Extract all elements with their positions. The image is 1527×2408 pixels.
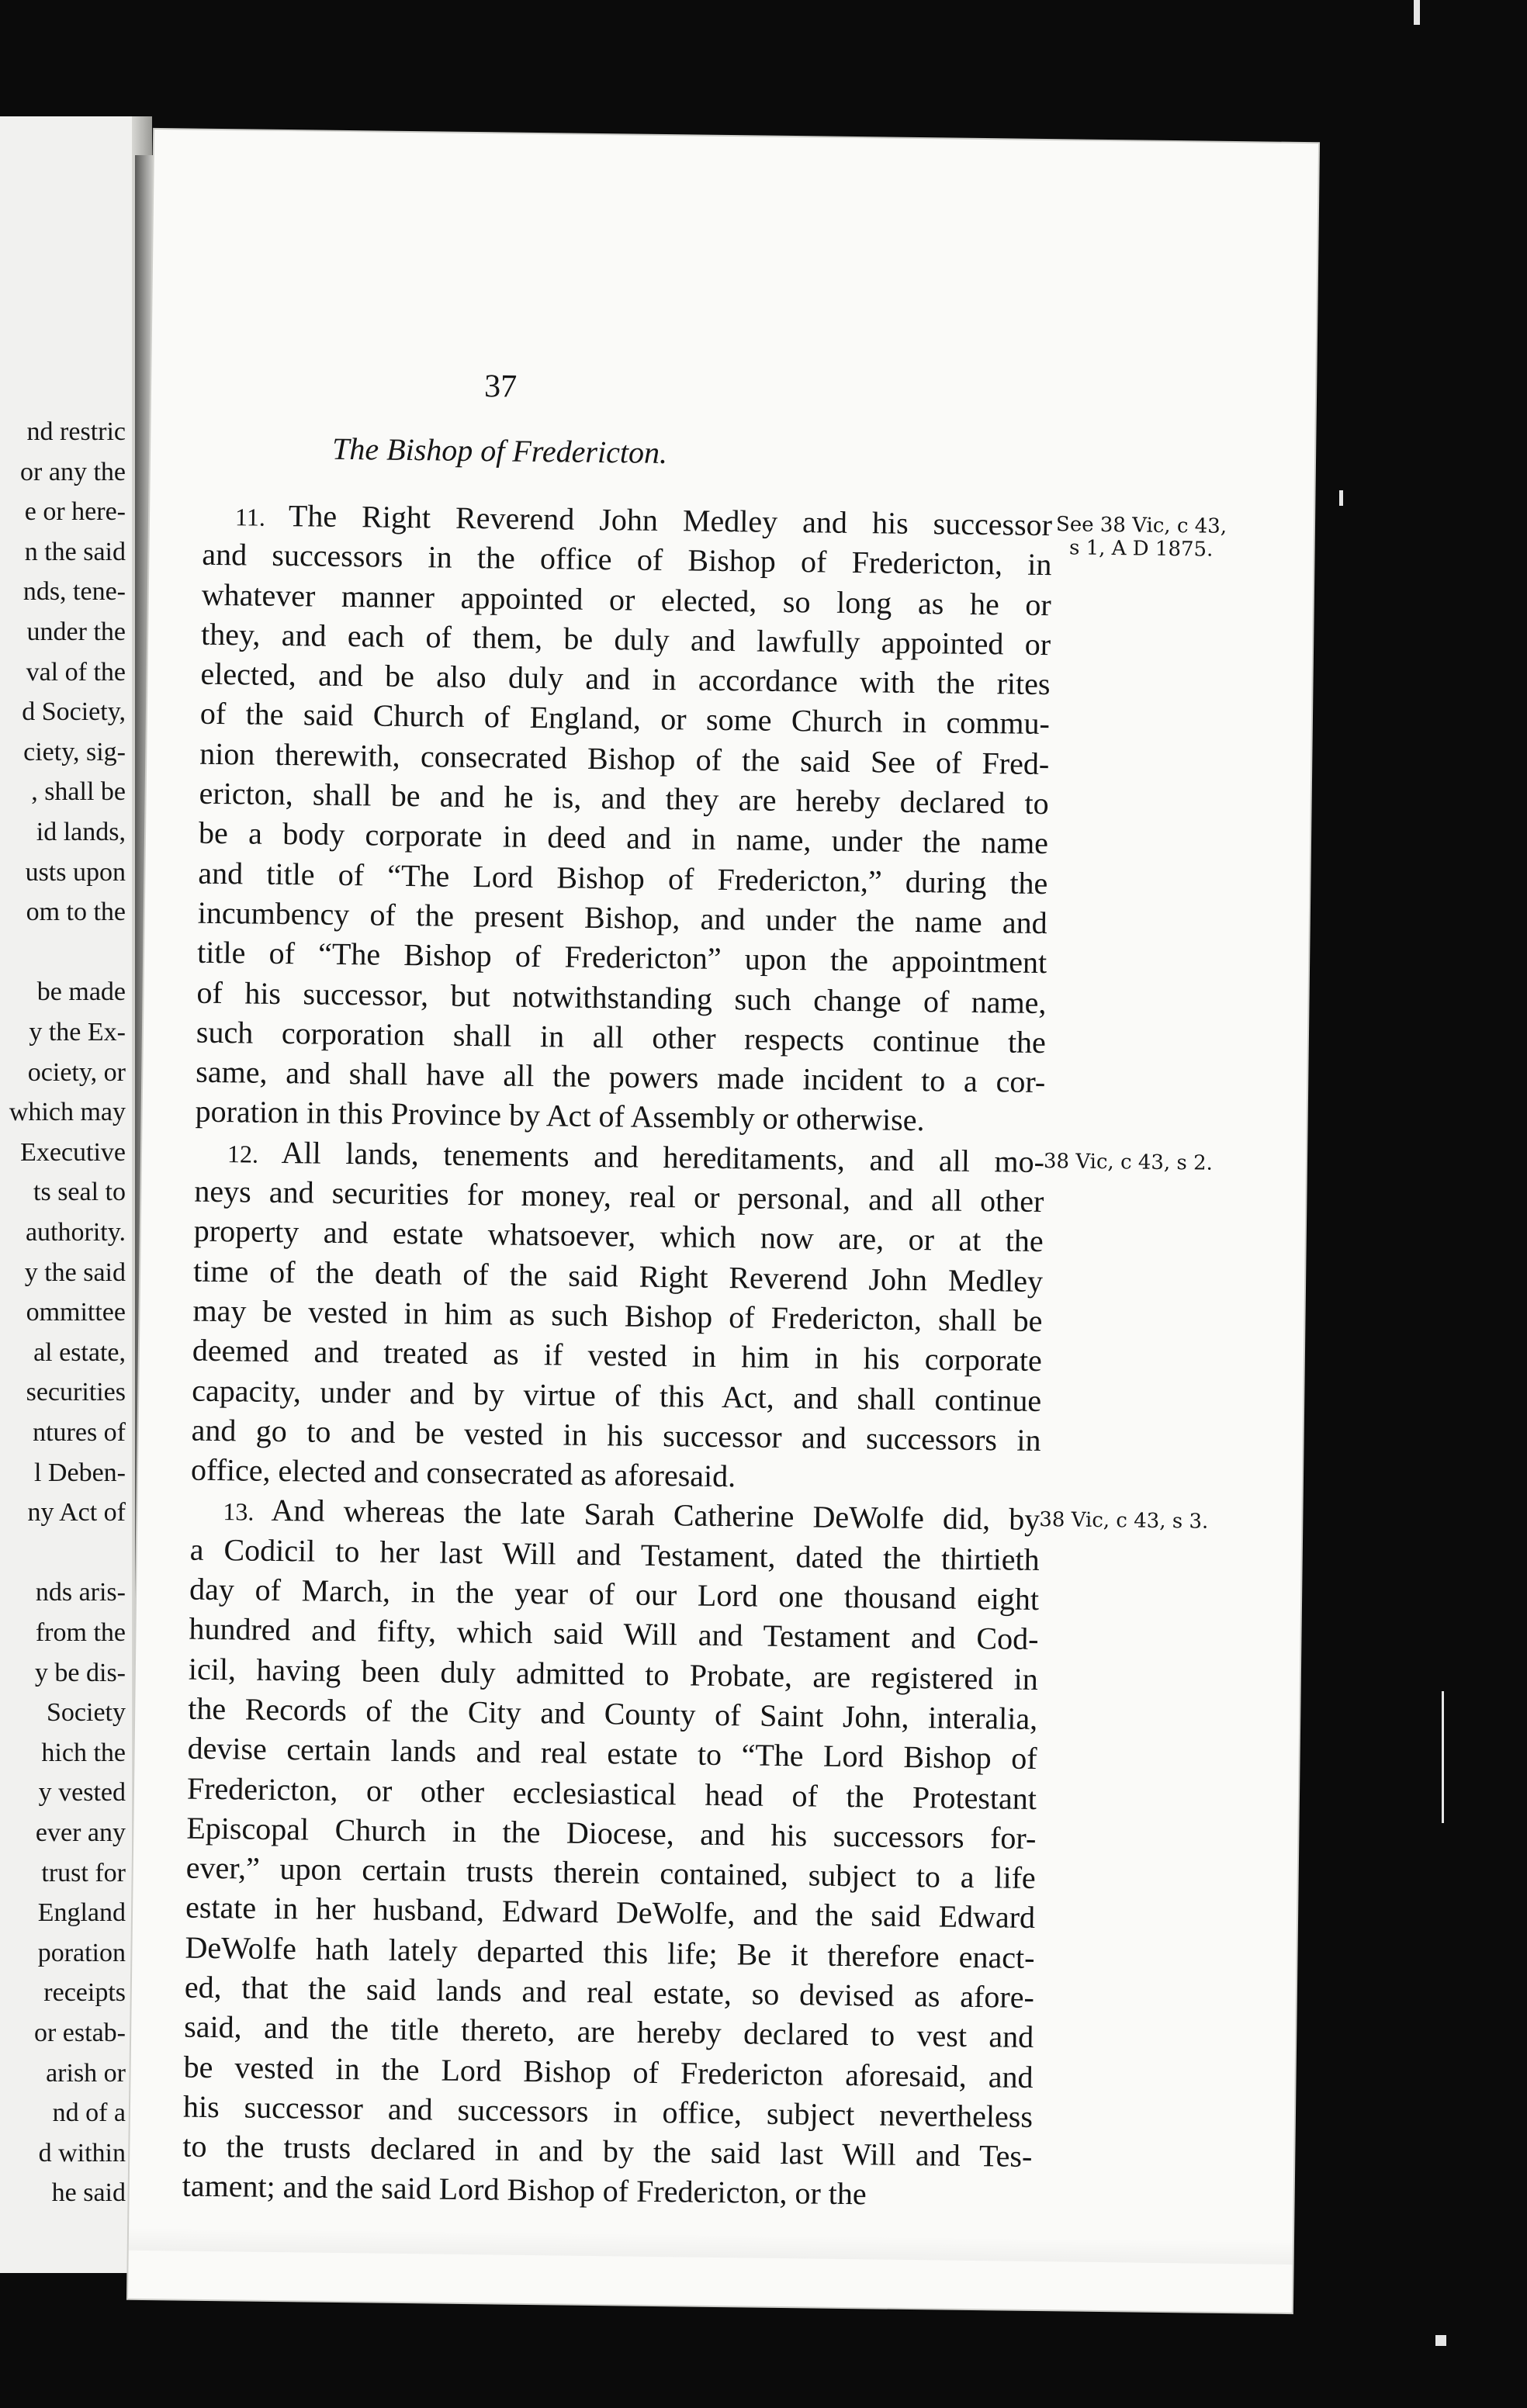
text-line: be a body corporate in deed and in name, under the name bbox=[198, 815, 1049, 861]
previous-page-line: y vested bbox=[38, 1778, 126, 1808]
previous-page-line: l Deben- bbox=[33, 1458, 126, 1487]
text-line: neys and securities for money, real or personal, and all other bbox=[194, 1173, 1044, 1220]
previous-page-line: Executive bbox=[20, 1137, 126, 1167]
margin-citation bbox=[1055, 513, 1227, 562]
scan-speck bbox=[1435, 2335, 1446, 2346]
margin-citation-line: 38 Vic, c 43, s 2. bbox=[1043, 1149, 1214, 1175]
previous-page-line: val of the bbox=[26, 657, 126, 687]
text-line: be vested in the Lord Bishop of Fredericton aforesaid, and bbox=[183, 2049, 1034, 2095]
previous-page-line: ciety, sig- bbox=[23, 737, 126, 766]
text-line: and title of “The Lord Bishop of Fredericton,” during the bbox=[198, 855, 1048, 901]
previous-page-line: ommittee bbox=[26, 1298, 126, 1327]
previous-page-line: from the bbox=[35, 1618, 126, 1647]
scan-speck bbox=[1442, 1691, 1444, 1823]
previous-page-line: al estate, bbox=[33, 1337, 126, 1367]
text-line: a Codicil to her last Will and Testament, dated the thirtieth bbox=[189, 1531, 1040, 1577]
text-line: deemed and treated as if vested in him in his corporate bbox=[192, 1332, 1043, 1379]
previous-page-line: y the Ex- bbox=[29, 1018, 126, 1047]
previous-page-line: ts seal to bbox=[33, 1178, 126, 1207]
previous-page-line: trust for bbox=[41, 1858, 126, 1887]
book-page bbox=[128, 130, 1318, 2313]
text-line: ed, that the said lands and real estate, so devised as afore- bbox=[184, 1969, 1035, 2015]
text-line: and successors in the office of Bishop of Fredericton, in bbox=[202, 537, 1052, 583]
previous-page-line: ny Act of bbox=[27, 1498, 126, 1527]
previous-page-line: ntures of bbox=[33, 1418, 126, 1447]
previous-page-line: y the said bbox=[24, 1258, 126, 1287]
text-line: estate in her husband, Edward DeWolfe, and the said Edward bbox=[185, 1889, 1036, 1936]
text-line: same, and shall have all the powers made incident to a cor- bbox=[196, 1054, 1046, 1100]
previous-page-line: be made bbox=[36, 977, 126, 1007]
margin-citation-line: 38 Vic, c 43, s 3. bbox=[1039, 1507, 1209, 1534]
text-line: and go to and be vested in his successor and successors in bbox=[191, 1412, 1041, 1458]
text-line: devise certain lands and real estate to “The Lord Bishop of bbox=[187, 1730, 1037, 1777]
text-line: Fredericton, or other ecclesiastical head of the Protestant bbox=[186, 1770, 1037, 1816]
margin-citation bbox=[1044, 1150, 1213, 1175]
previous-page-line: arish or bbox=[46, 2058, 126, 2088]
text-line: DeWolfe hath lately departed this life; Be it therefore enact- bbox=[185, 1929, 1035, 1975]
previous-page-line: poration bbox=[37, 1938, 126, 1967]
text-line: office, elected and consecrated as aforesaid. bbox=[190, 1451, 736, 1494]
previous-page-line: receipts bbox=[43, 1978, 126, 2008]
text-line: ever,” upon certain trusts therein contained, subject to a life bbox=[185, 1849, 1036, 1896]
previous-page-line: authority. bbox=[25, 1218, 126, 1247]
text-line: ericton, shall be and he is, and they are hereby declared to bbox=[199, 775, 1049, 822]
margin-citation-line: See 38 Vic, c 43, bbox=[1055, 513, 1227, 538]
section-text: The Right Reverend John Medley and his successor bbox=[288, 498, 1053, 543]
previous-page-line: ociety, or bbox=[27, 1057, 126, 1087]
text-line: tament; and the said Lord Bishop of Fredericton, or the bbox=[182, 2168, 867, 2212]
previous-page-line: securities bbox=[26, 1378, 126, 1407]
section-text: All lands, tenements and hereditaments, and all mo- bbox=[281, 1134, 1045, 1179]
text-line: Episcopal Church in the Diocese, and his successors for- bbox=[186, 1810, 1037, 1856]
previous-page-line: y be dis- bbox=[34, 1658, 126, 1687]
previous-page-line: usts upon bbox=[25, 857, 126, 887]
text-line: poration in this Province by Act of Assembly or otherwise. bbox=[195, 1094, 925, 1138]
previous-page-line: nd of a bbox=[52, 2098, 126, 2128]
text-line: incumbency of the present Bishop, and under the name and bbox=[197, 894, 1048, 941]
text-line: may be vested in him as such Bishop of Fredericton, shall be bbox=[192, 1292, 1043, 1338]
text-line: the Records of the City and County of Saint John, interalia, bbox=[188, 1690, 1038, 1736]
text-line: capacity, under and by virtue of this Act, and shall continue bbox=[192, 1372, 1042, 1418]
previous-page-line: om to the bbox=[26, 898, 126, 927]
text-line: such corporation shall in all other respects continue the bbox=[196, 1014, 1047, 1060]
text-line: hundred and fifty, which said Will and Testament and Cod- bbox=[189, 1611, 1039, 1657]
text-line: they, and each of them, be duly and lawfully appointed or bbox=[200, 616, 1051, 662]
previous-page-line: d Society, bbox=[22, 697, 126, 727]
previous-page-line: n the said bbox=[24, 537, 126, 566]
page-number: 37 bbox=[483, 368, 518, 405]
text-line: time of the death of the said Right Reverend John Medley bbox=[192, 1253, 1044, 1299]
previous-page-line: id lands, bbox=[36, 818, 126, 846]
text-line: icil, having been duly admitted to Probate, are registered in bbox=[188, 1651, 1039, 1697]
previous-page-line: England bbox=[37, 1898, 126, 1928]
previous-page-line: nds aris- bbox=[35, 1578, 126, 1607]
text-line: title of “The Bishop of Fredericton” upon the appointment bbox=[196, 934, 1047, 981]
scan-speck bbox=[1339, 490, 1343, 506]
running-title: The Bishop of Fredericton. bbox=[331, 431, 668, 471]
previous-page-line: , shall be bbox=[31, 777, 126, 807]
margin-citation bbox=[1039, 1508, 1208, 1534]
text-line: whatever manner appointed or elected, so long as he or bbox=[201, 576, 1052, 622]
text-line: of his successor, but notwithstanding such change of name, bbox=[196, 974, 1047, 1020]
text-line: of the said Church of England, or some Church in commu- bbox=[199, 696, 1051, 742]
previous-page-line: e or here- bbox=[24, 497, 126, 527]
text-line: property and estate whatsoever, which now are, or at the bbox=[193, 1213, 1044, 1259]
text-line: day of March, in the year of our Lord one thousand eight bbox=[189, 1571, 1040, 1617]
margin-citation-line: s 1, A D 1875. bbox=[1068, 536, 1214, 562]
previous-page-line: hich the bbox=[41, 1738, 126, 1767]
previous-page-line: d within bbox=[38, 2138, 126, 2168]
page-body bbox=[182, 495, 1052, 2216]
section-number: 13. bbox=[223, 1497, 272, 1527]
text-line: said, and the title thereto, are hereby declared to vest and bbox=[183, 2008, 1034, 2055]
text-line: to the trusts declared in and by the said last Will and Tes- bbox=[182, 2128, 1033, 2174]
previous-page-line: which may bbox=[9, 1098, 126, 1127]
section-text: And whereas the late Sarah Catherine DeWolfe did, by bbox=[271, 1493, 1041, 1538]
previous-page-line: or estab- bbox=[33, 2019, 126, 2047]
previous-page-line: he said bbox=[51, 2178, 126, 2208]
previous-page-line: Society bbox=[47, 1698, 126, 1728]
section-number: 11. bbox=[234, 503, 289, 532]
previous-page-line: or any the bbox=[20, 457, 126, 486]
previous-page-line: ever any bbox=[35, 1818, 126, 1847]
page-bottom-edge bbox=[129, 2227, 1293, 2264]
text-line: elected, and be also duly and in accordance with the rites bbox=[200, 656, 1051, 702]
section-number: 12. bbox=[227, 1139, 282, 1168]
text-line: his successor and successors in office, subject nevertheless bbox=[182, 2088, 1034, 2134]
text-line: nion therewith, consecrated Bishop of the said See of Fred- bbox=[199, 735, 1050, 781]
previous-page-line: under the bbox=[26, 618, 126, 646]
scan-speck bbox=[1414, 0, 1420, 25]
previous-page-line: nd restric bbox=[26, 417, 126, 446]
previous-page-line: nds, tene- bbox=[23, 577, 126, 607]
